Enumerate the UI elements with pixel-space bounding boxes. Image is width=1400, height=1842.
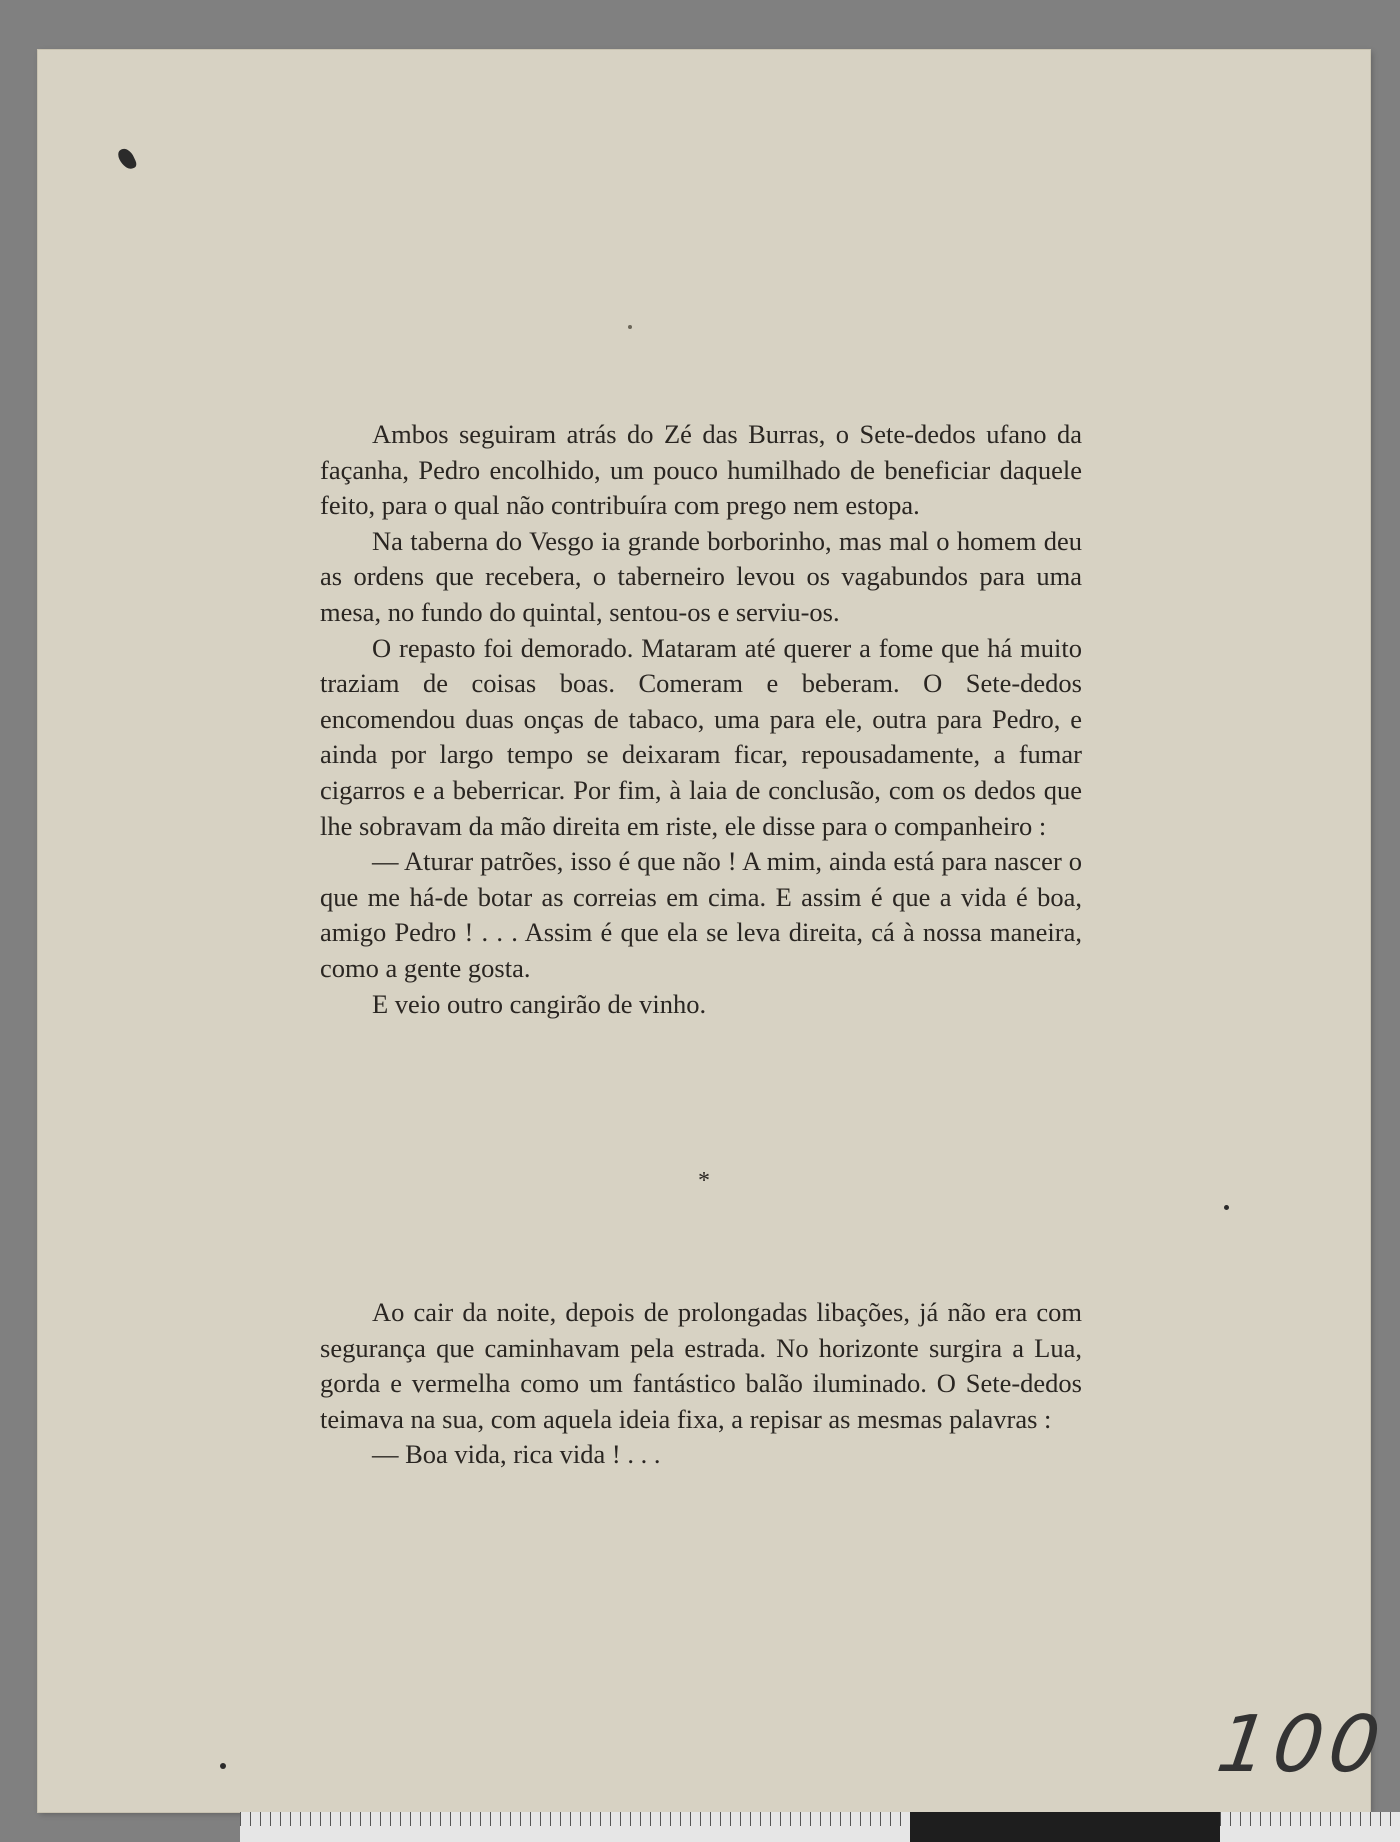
paragraph: Ambos seguiram atrás do Zé das Burras, o Sete-dedos ufano da façanha, Pedro encolhido, um pouco humilhado de beneficiar daquele feito, para o qual não contribuíra com prego nem estopa. — [320, 419, 1082, 521]
main-text-section — [320, 417, 1082, 1022]
paragraph: E veio outro cangirão de vinho. — [372, 988, 707, 1019]
dust-speck — [1224, 1205, 1229, 1210]
second-text-section — [320, 1295, 1082, 1473]
paragraph: Na taberna do Vesgo ia grande borborinho, mas mal o homem deu as ordens que recebera, o taberneiro levou os vagabundos para uma mesa, no fundo do quintal, sentou-os e serviu-os. — [320, 525, 1082, 627]
handwritten-page-number: 100 — [1211, 1700, 1392, 1790]
dust-speck — [220, 1763, 226, 1769]
ink-blot-mark — [116, 146, 138, 172]
ruler-dark-segment — [910, 1812, 1220, 1842]
ruler-ticks — [240, 1812, 1400, 1826]
paragraph: — Boa vida, rica vida ! . . . — [372, 1439, 661, 1470]
document-page — [38, 50, 1392, 1812]
dust-speck — [628, 325, 632, 329]
scale-ruler — [240, 1812, 1400, 1842]
paragraph: O repasto foi demorado. Mataram até querer a fome que há muito traziam de coisas boas. Comeram e beberam. O Sete-dedos encomendou duas onças de tabaco, uma para ele, outra para Pedro, e ainda por largo tempo se deixaram ficar, repousadamente, a fumar cigarros e a beberricar. Por fim, à laia de conclusão, com os dedos que lhe sobravam da mão direita em riste, ele disse para o companheiro : — [320, 632, 1082, 841]
section-separator: * — [698, 1168, 710, 1194]
paragraph: Ao cair da noite, depois de prolongadas libações, já não era com segurança que caminhavam pela estrada. No horizonte surgira a Lua, gorda e vermelha como um fantástico balão iluminado. O Sete-dedos teimava na sua, com aquela ideia fixa, a repisar as mesmas palavras : — [320, 1297, 1082, 1434]
paragraph: — Aturar patrões, isso é que não ! A mim, ainda está para nascer o que me há-de botar as correias em cima. E assim é que a vida é boa, amigo Pedro ! . . . Assim é que ela se leva direita, cá à nossa maneira, como a gente gosta. — [320, 846, 1082, 983]
